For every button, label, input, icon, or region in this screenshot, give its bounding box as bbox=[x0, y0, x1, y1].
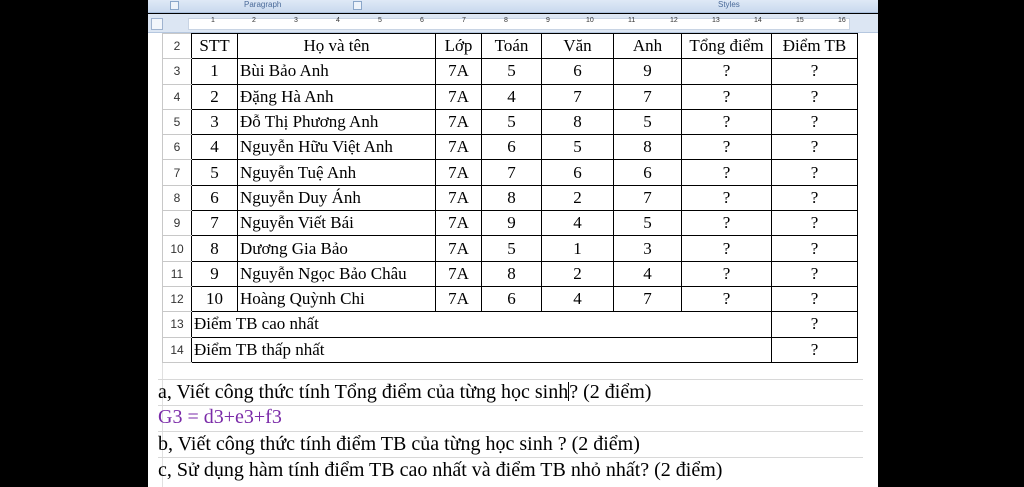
math-score[interactable]: 4 bbox=[482, 84, 542, 109]
math-score[interactable]: 8 bbox=[482, 185, 542, 210]
table-row bbox=[163, 59, 858, 84]
summary-value[interactable]: ? bbox=[772, 337, 858, 362]
ribbon-group-paragraph[interactable]: Paragraph bbox=[244, 0, 282, 9]
header-class: Lớp bbox=[436, 34, 482, 59]
ribbon-group-styles[interactable]: Styles bbox=[718, 0, 740, 9]
class-cell[interactable]: 7A bbox=[436, 84, 482, 109]
class-cell[interactable]: 7A bbox=[436, 286, 482, 311]
row-number: 11 bbox=[163, 261, 192, 286]
table-header-row bbox=[163, 34, 858, 59]
stt-cell[interactable]: 9 bbox=[192, 261, 238, 286]
stt-cell[interactable]: 1 bbox=[192, 59, 238, 84]
literature-score[interactable]: 1 bbox=[542, 236, 614, 261]
math-score[interactable]: 5 bbox=[482, 109, 542, 134]
literature-score[interactable]: 4 bbox=[542, 211, 614, 236]
literature-score[interactable]: 6 bbox=[542, 160, 614, 185]
average-cell[interactable]: ? bbox=[772, 211, 858, 236]
total-cell[interactable]: ? bbox=[682, 211, 772, 236]
name-cell[interactable]: Đỗ Thị Phương Anh bbox=[238, 109, 436, 134]
math-score[interactable]: 5 bbox=[482, 59, 542, 84]
name-cell[interactable]: Dương Gia Bảo bbox=[238, 236, 436, 261]
summary-label: Điểm TB cao nhất bbox=[192, 312, 772, 337]
grade-table[interactable] bbox=[162, 33, 858, 363]
literature-score[interactable]: 5 bbox=[542, 135, 614, 160]
name-cell[interactable]: Bùi Bảo Anh bbox=[238, 59, 436, 84]
row-number: 7 bbox=[163, 160, 192, 185]
literature-score[interactable]: 8 bbox=[542, 109, 614, 134]
row-number: 12 bbox=[163, 286, 192, 311]
average-cell[interactable]: ? bbox=[772, 109, 858, 134]
stt-cell[interactable]: 3 bbox=[192, 109, 238, 134]
row-number: 3 bbox=[163, 59, 192, 84]
math-score[interactable]: 7 bbox=[482, 160, 542, 185]
class-cell[interactable]: 7A bbox=[436, 109, 482, 134]
class-cell[interactable]: 7A bbox=[436, 160, 482, 185]
name-cell[interactable]: Nguyễn Ngọc Bảo Châu bbox=[238, 261, 436, 286]
ruler-text-area bbox=[188, 18, 850, 30]
average-cell[interactable]: ? bbox=[772, 160, 858, 185]
ruler-number: 1 bbox=[211, 17, 215, 24]
row-number: 13 bbox=[163, 312, 192, 337]
ruler-number: 12 bbox=[670, 17, 678, 24]
header-math: Toán bbox=[482, 34, 542, 59]
header-total: Tổng điểm bbox=[682, 34, 772, 59]
row-number: 5 bbox=[163, 109, 192, 134]
stt-cell[interactable]: 4 bbox=[192, 135, 238, 160]
name-cell[interactable]: Hoàng Quỳnh Chi bbox=[238, 286, 436, 311]
paragraph-launcher-icon[interactable] bbox=[353, 1, 362, 10]
ruler-number: 5 bbox=[378, 17, 382, 24]
english-score[interactable]: 8 bbox=[614, 135, 682, 160]
header-literature: Văn bbox=[542, 34, 614, 59]
literature-score[interactable]: 4 bbox=[542, 286, 614, 311]
table-row bbox=[163, 160, 858, 185]
total-cell[interactable]: ? bbox=[682, 236, 772, 261]
math-score[interactable]: 6 bbox=[482, 135, 542, 160]
class-cell[interactable]: 7A bbox=[436, 59, 482, 84]
english-score[interactable]: 5 bbox=[614, 109, 682, 134]
total-cell[interactable]: ? bbox=[682, 135, 772, 160]
summary-row-min bbox=[163, 337, 858, 362]
ruler-number: 11 bbox=[628, 17, 636, 24]
name-cell[interactable]: Nguyễn Duy Ánh bbox=[238, 185, 436, 210]
ruler-number: 4 bbox=[336, 17, 340, 24]
english-score[interactable]: 6 bbox=[614, 160, 682, 185]
summary-label: Điểm TB thấp nhất bbox=[192, 337, 772, 362]
name-cell[interactable]: Nguyễn Tuệ Anh bbox=[238, 160, 436, 185]
right-black-bar bbox=[878, 0, 1024, 487]
row-number: 4 bbox=[163, 84, 192, 109]
row-number: 6 bbox=[163, 135, 192, 160]
stt-cell[interactable]: 7 bbox=[192, 211, 238, 236]
literature-score[interactable]: 7 bbox=[542, 84, 614, 109]
table-row bbox=[163, 135, 858, 160]
line-guide bbox=[158, 431, 863, 432]
total-cell[interactable]: ? bbox=[682, 109, 772, 134]
table-row bbox=[163, 84, 858, 109]
english-score[interactable]: 3 bbox=[614, 236, 682, 261]
name-cell[interactable]: Nguyễn Hữu Việt Anh bbox=[238, 135, 436, 160]
header-name: Họ và tên bbox=[238, 34, 436, 59]
horizontal-ruler[interactable] bbox=[148, 14, 878, 33]
table-row bbox=[163, 109, 858, 134]
line-guide bbox=[158, 457, 863, 458]
left-black-bar bbox=[0, 0, 148, 487]
table-row bbox=[163, 211, 858, 236]
math-score[interactable]: 6 bbox=[482, 286, 542, 311]
row-number: 2 bbox=[163, 34, 192, 59]
header-english: Anh bbox=[614, 34, 682, 59]
table-row bbox=[163, 185, 858, 210]
stt-cell[interactable]: 10 bbox=[192, 286, 238, 311]
question-a-tail: ? (2 điểm) bbox=[569, 381, 652, 403]
total-cell[interactable]: ? bbox=[682, 261, 772, 286]
ribbon-group-strip bbox=[148, 0, 878, 13]
english-score[interactable]: 9 bbox=[614, 59, 682, 84]
average-cell[interactable]: ? bbox=[772, 286, 858, 311]
math-score[interactable]: 9 bbox=[482, 211, 542, 236]
stt-cell[interactable]: 5 bbox=[192, 160, 238, 185]
row-number: 14 bbox=[163, 337, 192, 362]
total-cell[interactable]: ? bbox=[682, 160, 772, 185]
ruler-number: 7 bbox=[462, 17, 466, 24]
ruler-number: 3 bbox=[294, 17, 298, 24]
document-page[interactable] bbox=[148, 33, 878, 487]
average-cell[interactable]: ? bbox=[772, 261, 858, 286]
ruler-number: 13 bbox=[712, 17, 720, 24]
table-row bbox=[163, 286, 858, 311]
ruler-number: 6 bbox=[420, 17, 424, 24]
class-cell[interactable]: 7A bbox=[436, 211, 482, 236]
average-cell[interactable]: ? bbox=[772, 135, 858, 160]
row-number: 10 bbox=[163, 236, 192, 261]
english-score[interactable]: 5 bbox=[614, 211, 682, 236]
english-score[interactable]: 7 bbox=[614, 185, 682, 210]
question-a[interactable] bbox=[158, 381, 651, 404]
literature-score[interactable]: 2 bbox=[542, 185, 614, 210]
table-row bbox=[163, 236, 858, 261]
question-a-text: a, Viết công thức tính Tổng điểm của từng học sinh bbox=[158, 381, 569, 403]
question-b[interactable]: b, Viết công thức tính điểm TB của từng học sinh ? (2 điểm) bbox=[158, 433, 640, 455]
class-cell[interactable]: 7A bbox=[436, 261, 482, 286]
literature-score[interactable]: 2 bbox=[542, 261, 614, 286]
english-score[interactable]: 7 bbox=[614, 84, 682, 109]
ruler-number: 15 bbox=[796, 17, 804, 24]
header-average: Điểm TB bbox=[772, 34, 858, 59]
stt-cell[interactable]: 8 bbox=[192, 236, 238, 261]
line-guide bbox=[158, 379, 863, 380]
stt-cell[interactable]: 2 bbox=[192, 84, 238, 109]
ruler-number: 2 bbox=[252, 17, 256, 24]
row-number: 9 bbox=[163, 211, 192, 236]
average-cell[interactable]: ? bbox=[772, 84, 858, 109]
total-cell[interactable]: ? bbox=[682, 185, 772, 210]
class-cell[interactable]: 7A bbox=[436, 135, 482, 160]
formula-answer[interactable]: G3 = d3+e3+f3 bbox=[158, 406, 282, 428]
ruler-number: 16 bbox=[838, 17, 846, 24]
total-cell[interactable]: ? bbox=[682, 59, 772, 84]
english-score[interactable]: 7 bbox=[614, 286, 682, 311]
math-score[interactable]: 5 bbox=[482, 236, 542, 261]
question-c[interactable]: c, Sử dụng hàm tính điểm TB cao nhất và điểm TB nhỏ nhất? (2 điểm) bbox=[158, 459, 723, 481]
stt-cell[interactable]: 6 bbox=[192, 185, 238, 210]
average-cell[interactable]: ? bbox=[772, 185, 858, 210]
total-cell[interactable]: ? bbox=[682, 84, 772, 109]
literature-score[interactable]: 6 bbox=[542, 59, 614, 84]
summary-value[interactable]: ? bbox=[772, 312, 858, 337]
class-cell[interactable]: 7A bbox=[436, 185, 482, 210]
row-number: 8 bbox=[163, 185, 192, 210]
name-cell[interactable]: Đặng Hà Anh bbox=[238, 84, 436, 109]
ruler-number: 9 bbox=[546, 17, 550, 24]
tab-selector-icon[interactable] bbox=[151, 18, 163, 30]
table-row bbox=[163, 261, 858, 286]
class-cell[interactable]: 7A bbox=[436, 236, 482, 261]
average-cell[interactable]: ? bbox=[772, 59, 858, 84]
ruler-number: 14 bbox=[754, 17, 762, 24]
header-stt: STT bbox=[192, 34, 238, 59]
english-score[interactable]: 4 bbox=[614, 261, 682, 286]
math-score[interactable]: 8 bbox=[482, 261, 542, 286]
ruler-number: 8 bbox=[504, 17, 508, 24]
dialog-launcher-icon[interactable] bbox=[170, 1, 179, 10]
average-cell[interactable]: ? bbox=[772, 236, 858, 261]
total-cell[interactable]: ? bbox=[682, 286, 772, 311]
ruler-number: 10 bbox=[586, 17, 594, 24]
name-cell[interactable]: Nguyễn Viết Bái bbox=[238, 211, 436, 236]
summary-row-max bbox=[163, 312, 858, 337]
